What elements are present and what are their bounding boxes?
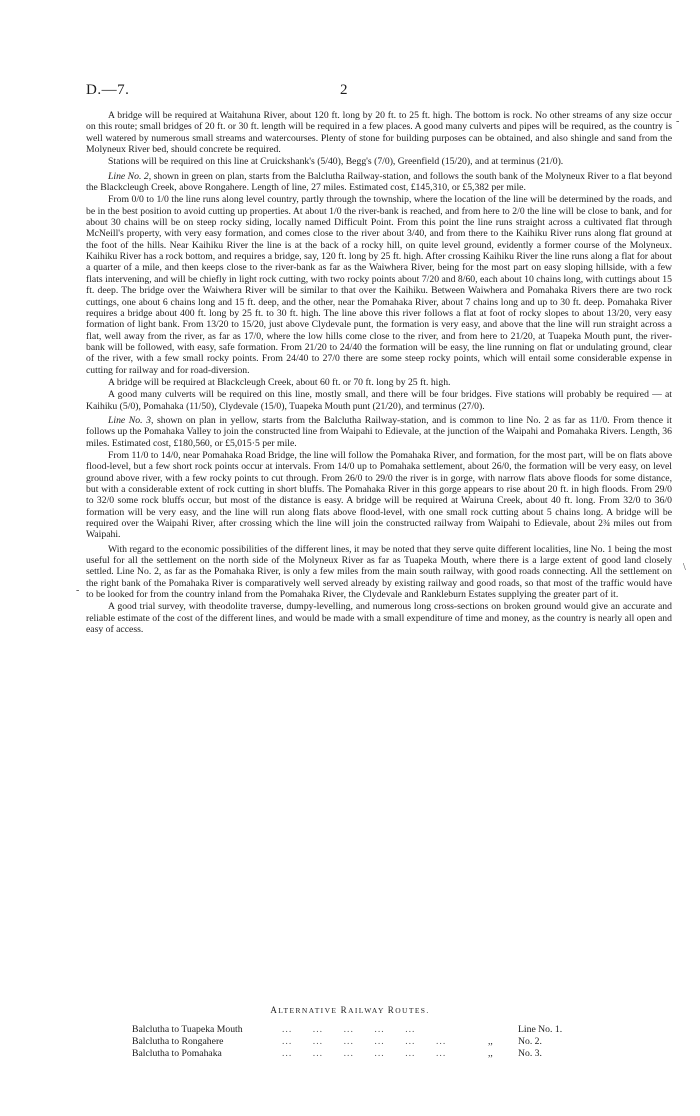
routes-title: ALTERNATIVE RAILWAY ROUTES. — [270, 1005, 430, 1015]
route-line-number: Line No. 1. — [518, 1024, 563, 1035]
margin-mark: \ — [683, 562, 686, 573]
leader-dots: ... ... ... ... ... ... — [282, 1036, 447, 1047]
route-name: Balclutha to Pomahaka — [132, 1048, 222, 1059]
paragraph-line2-route: From 0/0 to 1/0 the line runs along level country, partly through the township, where the location of the line will be determined by the roads, and be in the best position to avoid cutting up properties. At about 1/0 the river-bank is reached, and from here to 2/0 the line will be close to bank, and for about 30 chains will be on steep rocky siding, locally named Difficult Point. From this point the line runs straight across a cultivated flat through McNeill's property, with very easy formation, and comes close to the river about 3/40, and from there to the Kaihiku River runs along flat ground at the foot of the hills. Near Kaihiku River the line is at the back of a rocky hill, on quite level ground, evidently a former course of the Molyneux. Kaihiku River has a rock bottom, and requires a bridge, say, 120 ft. long by 25 ft. high. After crossing Kaihiku River the line runs along a flat for about a quarter of a mile, and then keeps close to the river-bank as far as the Waiwhera River, being for the most part on easy sloping hillside, with a few flats intervening, and will be chiefly in light rock cutting, with two rocky points about 7/20 and 8/60, each about 10 chains long, with cuttings about 15 ft. deep. The bridge over the Waiwhera River will be similar to that over the Kaihiku. Between Waiwhera and Pomahaka Rivers there are two rock cuttings, one about 6 chains long and 15 ft. deep, and the other, near the Pomahaka River, about 7 chains long and up to 30 ft. deep. Pomahaka River requires a bridge about 400 ft. long by 25 ft. to 30 ft. high. The line above this river follows a flat at foot of rocky slopes to about 13/20, very easy formation of light bank. From 13/20 to 15/20, just above Clydevale punt, the formation is very easy, and above that the line will run straight across a flat, well away from the river, as far as 17/0, where the low hills come close to the river, and from here to 21/20, at Tuapeka Mouth punt, the river-bank will be followed, with easy, safe formation. From 21/20 to 24/40 the formation will be easy, the line running on flat or undulating ground, clear of the river, with a few small rocky points. From 24/40 to 27/0 there are some steep rocky points, which will entail some considerable expense in cutting for railway and for road-diversion. — [86, 194, 672, 376]
report-body — [86, 110, 672, 636]
ditto-mark: ,, — [488, 1048, 493, 1059]
leader-dots: ... ... ... ... ... — [282, 1024, 416, 1035]
route-line-number: No. 2. — [518, 1036, 542, 1047]
paragraph-blackcleugh-bridge: A bridge will be required at Blackcleugh Creek, about 60 ft. or 70 ft. long by 25 ft. high. — [108, 376, 451, 388]
route-row — [132, 1036, 572, 1048]
paragraph-stations-line1: Stations will be required on this line at Cruickshank's (5/40), Begg's (7/0), Greenfield (15/20), and at terminus (21/0). — [108, 156, 564, 168]
page-number: 2 — [340, 82, 348, 98]
route-name: Balclutha to Rongahere — [132, 1036, 224, 1047]
ditto-mark: ,, — [488, 1036, 493, 1047]
route-line-number: No. 3. — [518, 1048, 542, 1059]
paragraph-waitahuna-bridge: A bridge will be required at Waitahuna River, about 120 ft. long by 20 ft. to 25 ft. high. The bottom is rock. No other streams of any size occur on this route; small bridges of 20 ft. or 30 ft. length will be required in a few places. A good many culverts and pipes will be required, as the country is well watered by numerous small streams and watercourses. Plenty of stone for building purposes can be obtained, and also shingle and sand from the Molyneux River bed, should concrete be required. — [86, 110, 672, 156]
paragraph-trial-survey: A good trial survey, with theodolite traverse, dumpy-levelling, and numerous long cross-sections on broken ground would give an accurate and reliable estimate of the cost of the different lines, and would be made with a small expenditure of time and money, as the country is nearly all open and easy of access. — [86, 601, 672, 636]
route-name: Balclutha to Tuapeka Mouth — [132, 1024, 243, 1035]
document-code: D.—7. — [86, 82, 130, 98]
margin-mark: - — [76, 585, 80, 596]
ditto-mark — [488, 1024, 518, 1036]
paragraph-line-no-3: Line No. 3, shown on plan in yellow, starts from the Balclutha Railway-station, and is common to line No. 2 as far as 11/0. From thence it follows up the Pomahaka Valley to join the constructed line from Waipahi to Edievale, at the junction of the Waipahi and Pomahaka Rivers. Length, 36 miles. Estimated cost, £180,560, or £5,015·5 per mile. — [86, 414, 672, 449]
line-heading: Line No. 2, — [108, 170, 152, 182]
leader-dots: ... ... ... ... ... ... — [282, 1048, 447, 1059]
paragraph-line2-stations: A good many culverts will be required on this line, mostly small, and there will be four bridges. Five stations will probably be required — at Kaihiku (5/0), Pomahaka (11/50), Clydevale (15/0), Tuapeka Mouth punt (21/20), and terminus (27/0). — [86, 389, 672, 412]
paragraph-economic: With regard to the economic possibilities of the different lines, it may be noted that they serve quite different localities, line No. 1 being the most useful for all the settlement on the north side of the Molyneux River as far as Tuapeka Mouth, where there is a large extent of good land closely settled. Line No. 2, as far as the Pomahaka River, is only a few miles from the main south railway, with good roads connecting. All the settlement on the right bank of the Pomahaka River is comparatively well served already by existing railway and good roads, so that most of the traffic would have to be looked for from the country inland from the Pomahaka River, the Clydevale and Rankleburn Estates supplying the greater part of it. — [86, 543, 672, 601]
margin-mark: - — [676, 116, 680, 127]
paragraph-line-no-2: Line No. 2, shown in green on plan, starts from the Balclutha Railway-station, and follows the south bank of the Molyneux River to a flat beyond the Blackcleugh Creek, above Rongahere. Length of line, 27 miles. Estimated cost, £145,310, or £5,382 per mile. — [86, 170, 673, 194]
route-row — [132, 1024, 572, 1036]
routes-table — [132, 1024, 572, 1060]
paragraph-line3-route: From 11/0 to 14/0, near Pomahaka Road Bridge, the line will follow the Pomahaka River, and formation, for the most part, will be on flats above flood-level, but a few short rock points occur at intervals. From 14/0 up to Pomahaka settlement, about 26/0, the formation will be very easy, on level ground above river, with a few rocky points to cut through. From 26/0 to 29/0 the river is in gorge, with narrow flats above floods for some distance, but with a considerable extent of rock cutting in short bluffs. The Pomahaka River in this gorge appears to rise about 20 ft. in high floods. From 29/0 to 32/0 some rock bluffs occur, but most of the distance is easy. A bridge will be required at Wairuna Creek, about 40 ft. long. From 32/0 to 36/0 formation will be very easy, and the line will run along flats above flood-level, with one small rock cutting about 5 chains long. A bridge will be required over the Waipahi River, after crossing which the line will join the constructed railway from Waipahi to Edievale, about 2¾ miles out from Waipahi. — [86, 449, 672, 541]
route-row — [132, 1048, 572, 1060]
line-heading: Line No. 3, — [108, 414, 154, 426]
